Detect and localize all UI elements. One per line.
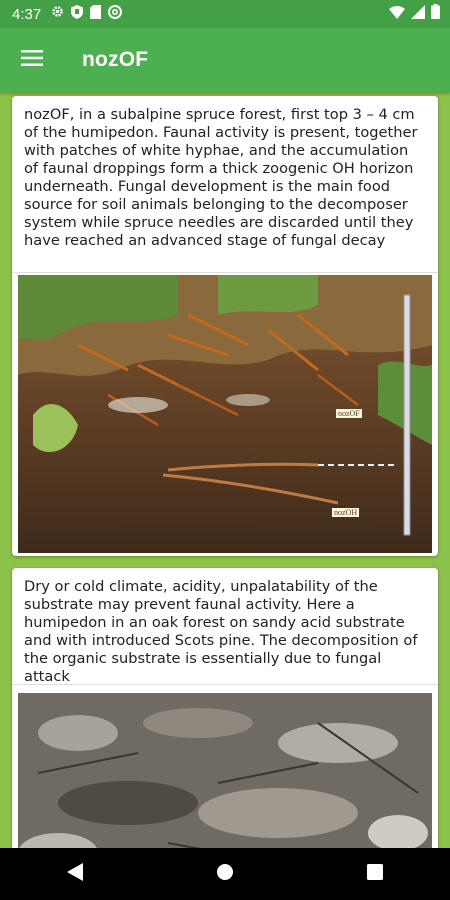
humipedon-card[interactable] <box>12 96 438 556</box>
shield-icon <box>71 5 83 24</box>
acid-humipedon-card[interactable] <box>12 568 438 848</box>
gear-icon <box>51 5 64 23</box>
soil-photo <box>18 275 432 553</box>
status-bar <box>0 0 450 28</box>
battery-icon <box>431 4 440 24</box>
forest-floor-photo <box>18 693 432 848</box>
sd-card-icon <box>90 5 101 24</box>
card-divider <box>12 684 438 685</box>
card-divider <box>12 272 438 273</box>
card-description: Dry or cold climate, acidity, unpalatability of the substrate may prevent faunal activity. Here a humipedon in an oak forest on sandy acid substrate and with introduced Scots pine. The decomposition of the organic substrate is essentially due to fungal attack <box>24 578 418 685</box>
content-list[interactable] <box>0 92 450 848</box>
hamburger-menu-icon <box>21 50 43 71</box>
home-button[interactable] <box>195 848 255 900</box>
nozof-photo-label: nozOF <box>338 409 360 418</box>
nozoh-photo-label: nozOH <box>334 508 358 517</box>
menu-button[interactable] <box>0 28 64 92</box>
recents-button[interactable] <box>345 848 405 900</box>
recents-icon <box>367 864 383 885</box>
back-icon <box>67 863 83 886</box>
cell-signal-icon <box>411 5 425 24</box>
app-title: nozOF <box>82 48 149 71</box>
navigation-bar <box>0 848 450 900</box>
status-time: 4:37 <box>12 5 42 23</box>
card-description: nozOF, in a subalpine spruce forest, first top 3 – 4 cm of the humipedon. Faunal activity is present, together with patches of white hyphae, and the accumulation of faunal droppings form a thick zoogenic OH horizon underneath. Fungal development is the main food source for soil animals belonging to the decomposer system while spruce needles are discarded until they have reached an advanced stage of fungal decay <box>24 106 418 249</box>
wifi-icon <box>389 5 405 24</box>
back-button[interactable] <box>45 848 105 900</box>
at-sign-icon <box>108 5 122 24</box>
home-icon <box>216 863 234 886</box>
app-bar <box>0 28 450 92</box>
